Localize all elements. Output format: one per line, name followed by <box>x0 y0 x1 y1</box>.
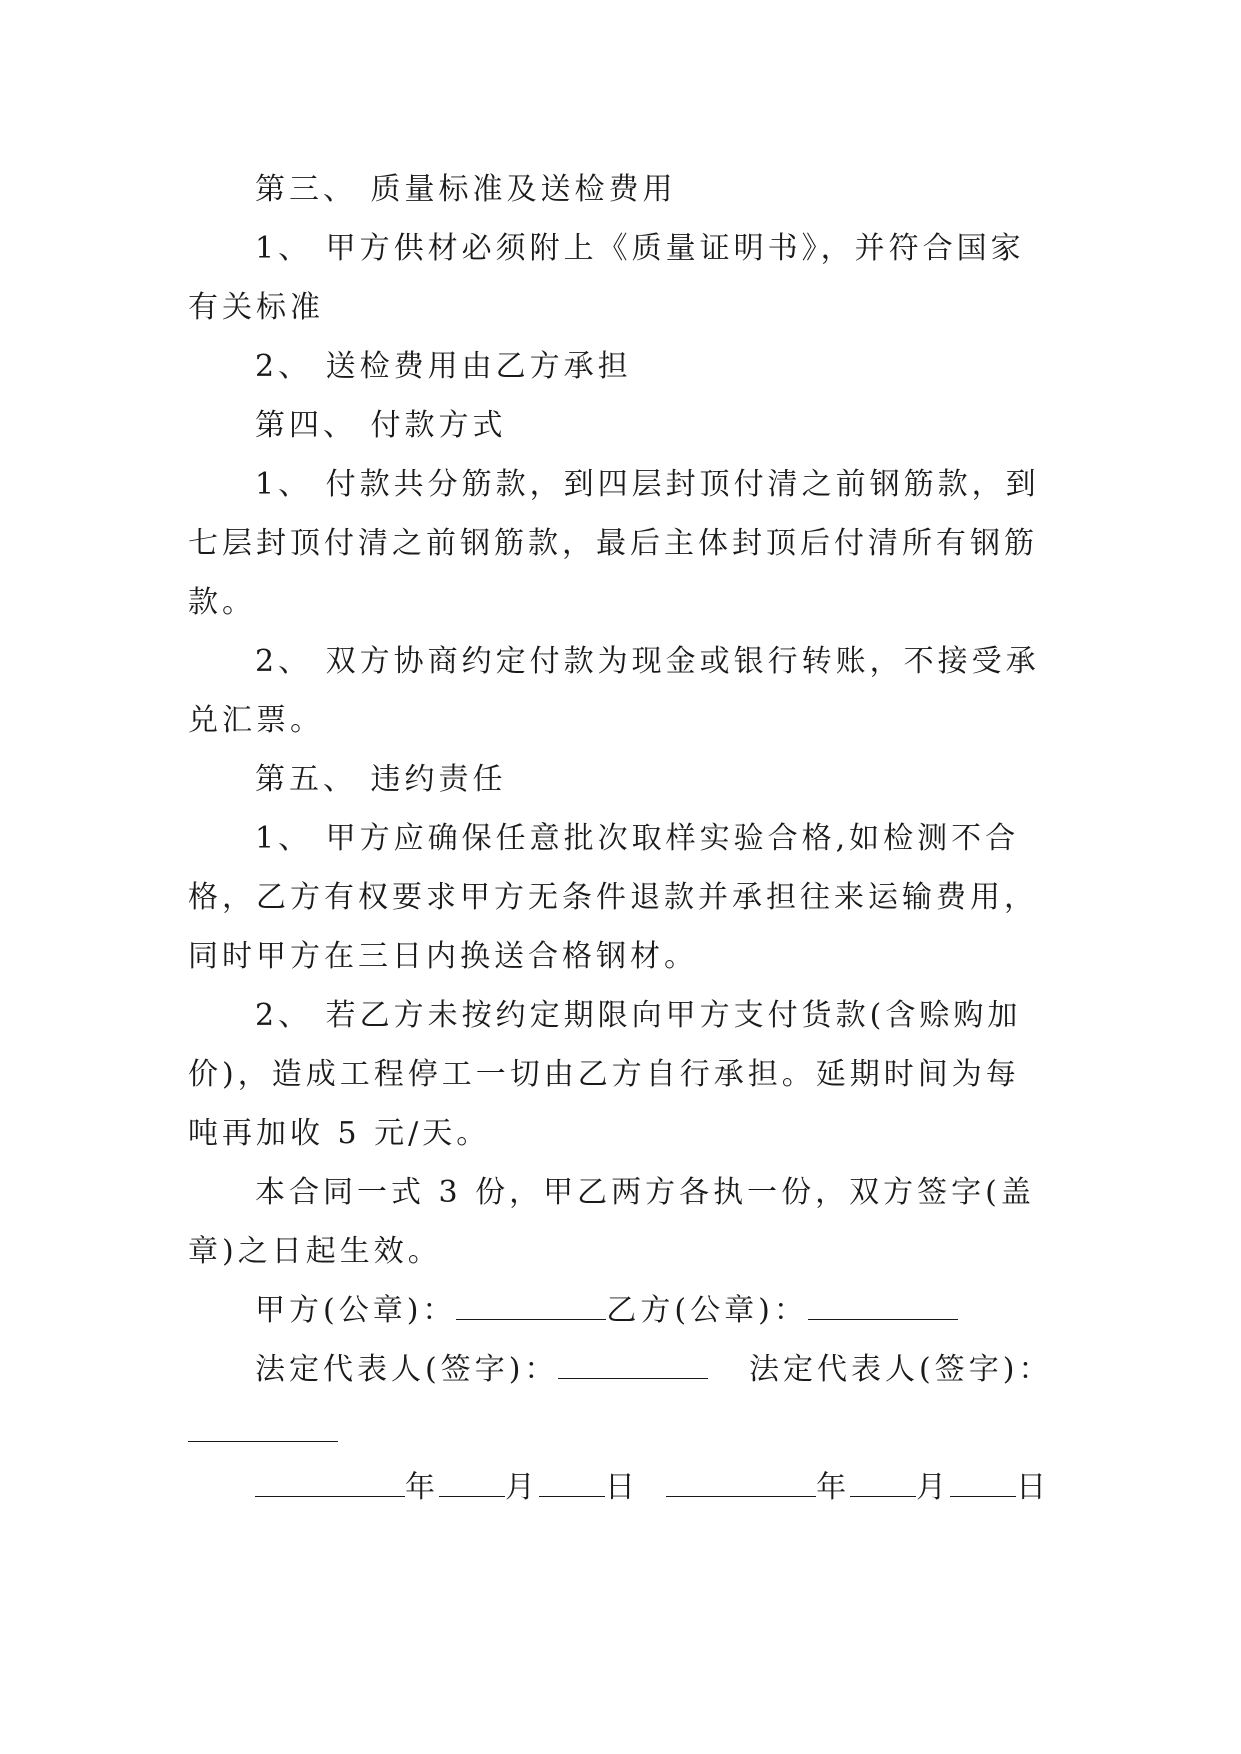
party-a-day-label: 日 <box>605 1470 639 1505</box>
date-line <box>188 1458 1051 1517</box>
section-3-item-1: 1、 甲方供材必须附上《质量证明书》，并符合国家有关标准 <box>188 231 1025 325</box>
party-b-day-blank <box>950 1474 1016 1497</box>
representative-line <box>188 1340 1053 1399</box>
section-3-title: 第三、 质量标准及送检费用 <box>255 172 677 207</box>
section-5-item-1: 1、 甲方应确保任意批次取样实验合格,如检测不合格，乙方有权要求甲方无条件退款并承担往来运输费用，同时甲方在三日内换送合格钢材。 <box>188 821 1038 974</box>
seal-line <box>188 1281 1048 1340</box>
party-a-rep-blank <box>558 1356 708 1379</box>
party-b-seal-label: 乙方(公章)： <box>606 1293 808 1328</box>
party-b-rep-blank <box>188 1419 338 1442</box>
party-b-rep-label: 法定代表人(签字)： <box>749 1352 1053 1387</box>
party-a-month-label: 月 <box>505 1470 539 1505</box>
party-b-month-blank <box>850 1474 916 1497</box>
party-a-year-blank <box>255 1474 405 1497</box>
section-4-item-1: 1、 付款共分筋款，到四层封顶付清之前钢筋款，到七层封顶付清之前钢筋款，最后主体封顶后付清所有钢筋款。 <box>188 467 1040 620</box>
party-a-seal-label: 甲方(公章)： <box>255 1293 457 1328</box>
party-a-rep-label: 法定代表人(签字)： <box>255 1352 559 1387</box>
section-5-title: 第五、 违约责任 <box>255 762 507 797</box>
party-a-day-blank <box>539 1474 605 1497</box>
party-b-year-label: 年 <box>816 1470 851 1505</box>
party-b-year-blank <box>666 1474 816 1497</box>
section-3-item-2: 2、 送检费用由乙方承担 <box>255 349 632 384</box>
section-4-title: 第四、 付款方式 <box>255 408 507 443</box>
closing-clause: 本合同一式 3 份，甲乙两方各执一份，双方签字(盖章)之日起生效。 <box>188 1175 1035 1269</box>
party-b-rep-blank-row <box>188 1399 1048 1458</box>
section-5-item-2: 2、 若乙方未按约定期限向甲方支付货款(含赊购加价)，造成工程停工一切由乙方自行承担。延期时间为每吨再加收 5 元/天。 <box>188 998 1022 1151</box>
party-b-month-label: 月 <box>916 1470 951 1505</box>
party-b-day-label: 日 <box>1016 1470 1051 1505</box>
party-b-seal-blank <box>808 1297 958 1320</box>
section-4-item-2: 2、 双方协商约定付款为现金或银行转账，不接受承兑汇票。 <box>188 644 1040 738</box>
contract-body <box>188 160 1053 1517</box>
party-a-seal-blank <box>456 1297 606 1320</box>
party-a-month-blank <box>439 1474 505 1497</box>
party-a-year-label: 年 <box>405 1470 439 1505</box>
